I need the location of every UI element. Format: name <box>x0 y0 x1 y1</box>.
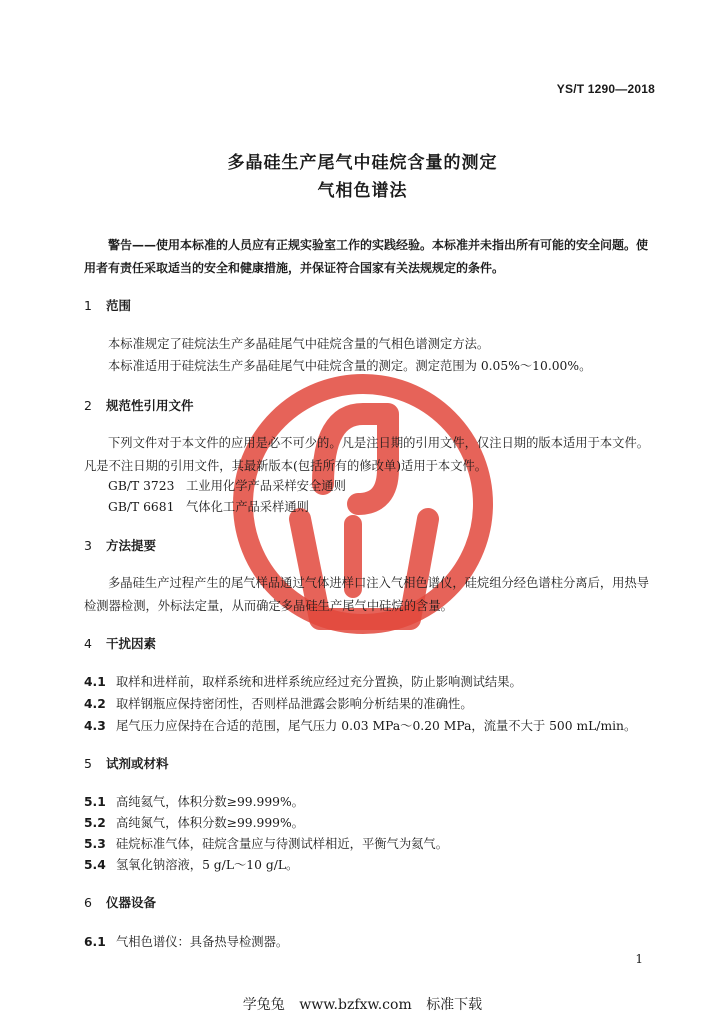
page-number: 1 <box>635 952 643 966</box>
warning-text: 使用本标准的人员应有正规实验室工作的实践经验。本标准并未指出所有可能的安全问题。使用者有责任采取适当的安全和健康措施，并保证符合国家有关法规规定的条件。 <box>84 238 649 275</box>
warning-paragraph <box>84 234 660 280</box>
section-heading <box>84 536 156 554</box>
warning-label: 警告—— <box>108 238 157 252</box>
reference-item <box>108 497 309 515</box>
section-title: 方法提要 <box>106 538 157 553</box>
list-item <box>84 834 448 852</box>
item-text: 取样钢瓶应保持密闭性，否则样品泄露会影响分析结果的准确性。 <box>116 697 473 711</box>
section-number: 6 <box>84 895 92 910</box>
section-heading <box>84 396 194 414</box>
standard-number: YS/T 1290—2018 <box>556 82 655 96</box>
scope-paragraph: 本标准规定了硅烷法生产多晶硅尾气中硅烷含量的气相色谱测定方法。 <box>108 337 490 351</box>
section-title: 仪器设备 <box>106 895 157 910</box>
item-number: 4.3 <box>84 719 106 733</box>
section-title: 试剂或材料 <box>106 756 169 771</box>
reference-item <box>108 476 346 494</box>
list-item <box>84 792 304 810</box>
section-heading <box>84 893 156 911</box>
section-heading <box>84 296 131 314</box>
section-title: 干扰因素 <box>106 636 157 651</box>
list-item <box>84 855 298 873</box>
item-number: 5.1 <box>84 795 106 809</box>
section-number: 5 <box>84 756 92 771</box>
item-text: 高纯氦气，体积分数≥99.999%。 <box>116 795 304 809</box>
section-heading <box>84 754 169 772</box>
document-title: 多晶硅生产尾气中硅烷含量的测定 <box>227 153 498 173</box>
item-number: 5.4 <box>84 858 106 872</box>
list-item <box>84 932 288 950</box>
item-text: 高纯氮气，体积分数≥99.999%。 <box>116 816 304 830</box>
section-heading <box>84 634 156 652</box>
item-number: 5.2 <box>84 816 106 830</box>
footer-tag: 标准下载 <box>426 997 483 1013</box>
section-title: 范围 <box>106 298 132 313</box>
footer-url[interactable]: www.bzfxw.com <box>299 997 412 1013</box>
normative-intro: 下列文件对于本文件的应用是必不可少的。凡是注日期的引用文件，仅注日期的版本适用于本文件。凡是不注日期的引用文件，其最新版本(包括所有的修改单)适用于本文件。 <box>84 436 650 473</box>
principle-paragraph: 多晶硅生产过程产生的尾气样品通过气体进样口注入气相色谱仪，硅烷组分经色谱柱分离后，用热导检测器检测，外标法定量，从而确定多晶硅生产尾气中硅烷的含量。 <box>84 576 650 613</box>
item-text: 尾气压力应保持在合适的范围，尾气压力 0.03 MPa～0.20 MPa，流量不大于 500 mL/min。 <box>116 719 637 733</box>
reference-title: 气体化工产品采样通则 <box>186 500 309 514</box>
document-subtitle: 气相色谱法 <box>317 181 408 201</box>
section-number: 2 <box>84 398 92 413</box>
item-number: 6.1 <box>84 935 106 949</box>
list-item <box>84 813 304 831</box>
section-number: 1 <box>84 298 92 313</box>
item-number: 4.2 <box>84 697 106 711</box>
reference-code: GB/T 6681 <box>108 500 175 514</box>
section-number: 3 <box>84 538 92 553</box>
item-number: 5.3 <box>84 837 106 851</box>
list-item <box>84 716 636 734</box>
item-text: 取样和进样前，取样系统和进样系统应经过充分置换，防止影响测试结果。 <box>116 675 522 689</box>
footer-watermark <box>0 994 725 1014</box>
scope-paragraph: 本标准适用于硅烷法生产多晶硅尾气中硅烷含量的测定。测定范围为 0.05%～10.00%。 <box>108 359 592 373</box>
item-text: 氢氧化钠溶液，5 g/L～10 g/L。 <box>116 858 299 872</box>
reference-code: GB/T 3723 <box>108 479 175 493</box>
section-number: 4 <box>84 636 92 651</box>
list-item <box>84 694 473 712</box>
reference-title: 工业用化学产品采样安全通则 <box>186 479 346 493</box>
item-text: 气相色谱仪：具备热导检测器。 <box>116 935 289 949</box>
item-number: 4.1 <box>84 675 106 689</box>
footer-site: 学兔兔 <box>242 997 285 1013</box>
list-item <box>84 672 522 690</box>
item-text: 硅烷标准气体，硅烷含量应与待测试样相近，平衡气为氦气。 <box>116 837 449 851</box>
section-title: 规范性引用文件 <box>106 398 194 413</box>
